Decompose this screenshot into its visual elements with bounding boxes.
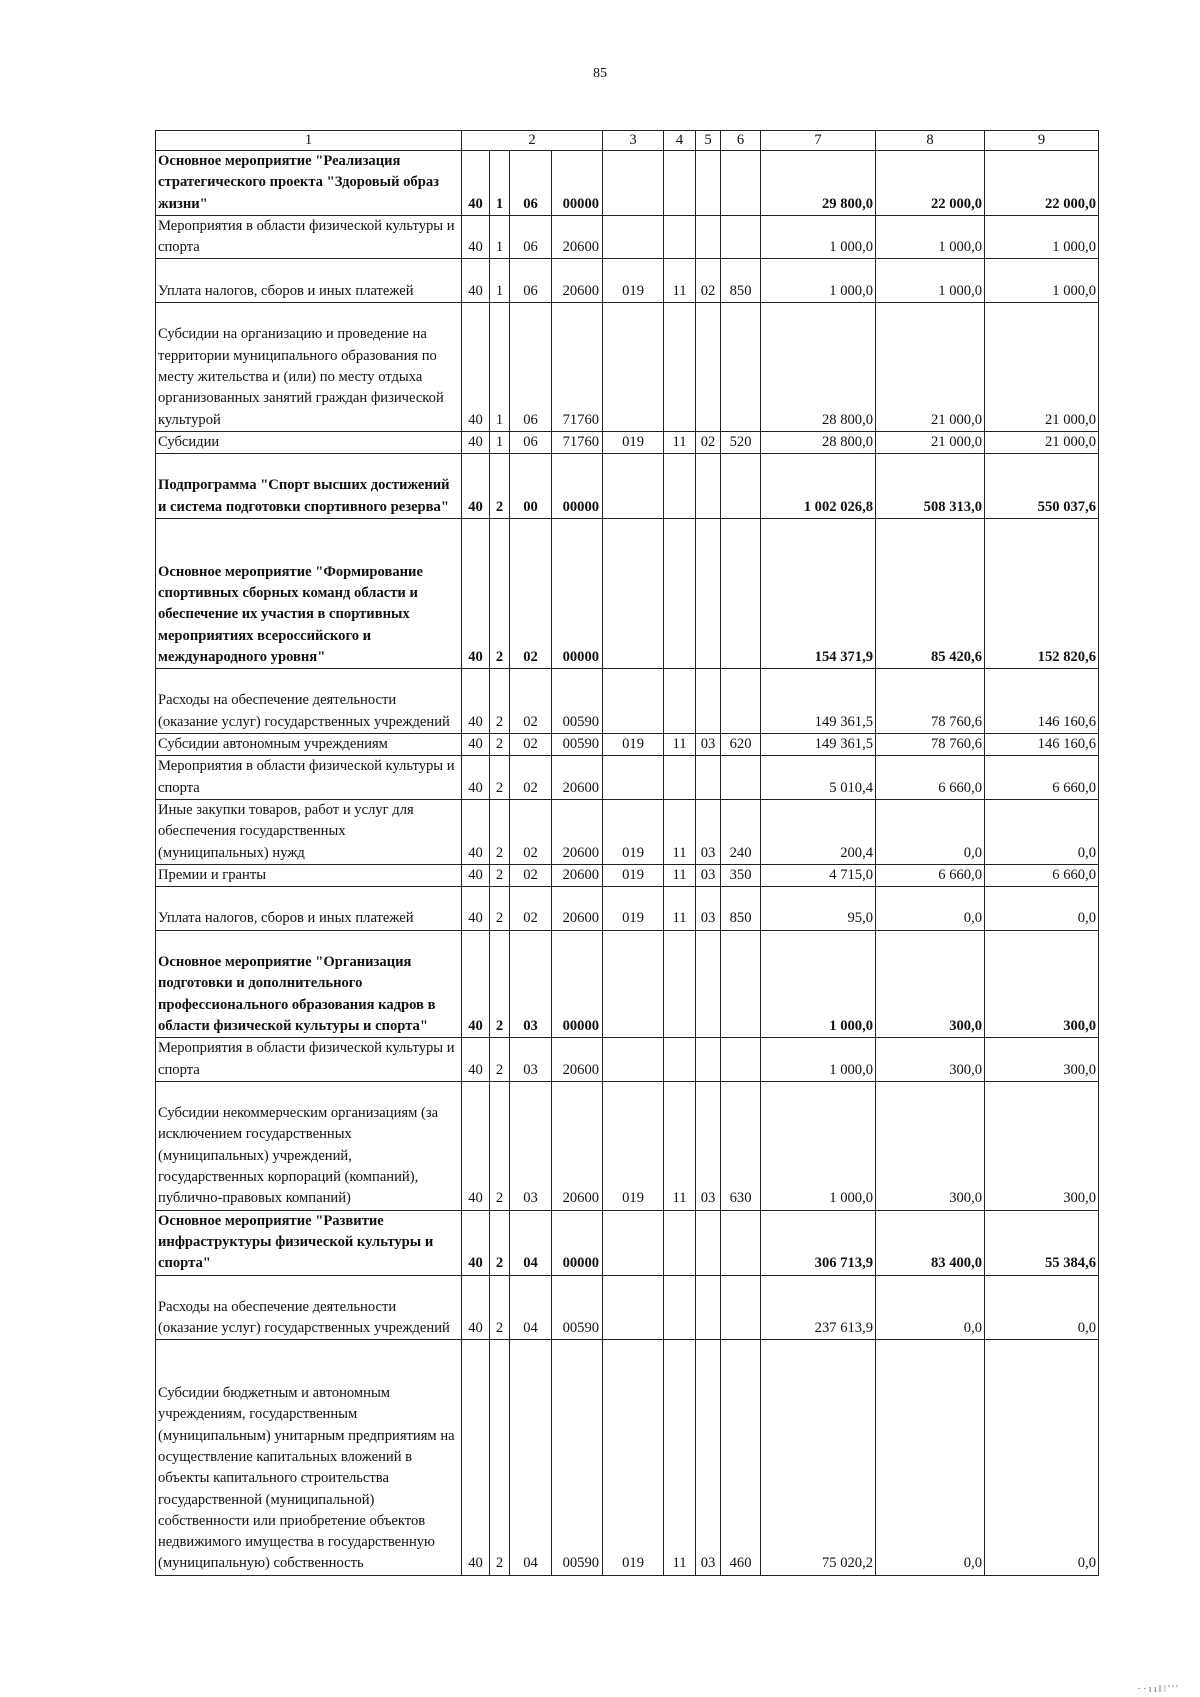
code-subprogram: 2	[490, 930, 510, 1038]
code-event: 00	[510, 454, 552, 519]
code-direction: 20600	[552, 1081, 603, 1210]
code-direction: 00590	[552, 669, 603, 734]
table-row	[156, 259, 1099, 303]
amount-col-8: 83 400,0	[876, 1210, 985, 1275]
code-subprogram: 1	[490, 303, 510, 432]
code-section: 11	[664, 734, 696, 756]
code-expense-type: 240	[721, 799, 761, 864]
row-name: Субсидии автономным учреждениям	[156, 734, 462, 756]
code-expense-type	[721, 303, 761, 432]
amount-col-9: 300,0	[985, 1081, 1099, 1210]
header-col-6: 6	[721, 131, 761, 151]
code-expense-type: 850	[721, 259, 761, 303]
header-col-7: 7	[761, 131, 876, 151]
code-expense-type: 460	[721, 1340, 761, 1575]
code-subsection: 02	[696, 431, 721, 453]
row-name: Основное мероприятие "Реализация стратегического проекта "Здоровый образ жизни"	[156, 151, 462, 216]
code-subsection	[696, 454, 721, 519]
amount-col-7: 237 613,9	[761, 1275, 876, 1340]
code-subsection	[696, 669, 721, 734]
row-name: Мероприятия в области физической культуры и спорта	[156, 1038, 462, 1082]
amount-col-9: 146 160,6	[985, 734, 1099, 756]
code-program: 40	[462, 215, 490, 259]
amount-col-7: 306 713,9	[761, 1210, 876, 1275]
code-ministry: 019	[603, 864, 664, 886]
code-section	[664, 1038, 696, 1082]
amount-col-8: 21 000,0	[876, 431, 985, 453]
amount-col-7: 1 000,0	[761, 1038, 876, 1082]
code-ministry	[603, 930, 664, 1038]
code-subprogram: 2	[490, 799, 510, 864]
row-name: Субсидии бюджетным и автономным учреждениям, государственным (муниципальным) унитарным предприятиям на осуществление капитальных вложений в объекты капитального строительства государственной (муниципальной) собственности или приобретение объектов недвижимого имущества в государственную (муниципальную) собственность	[156, 1340, 462, 1575]
code-section	[664, 454, 696, 519]
code-program: 40	[462, 756, 490, 800]
amount-col-8: 1 000,0	[876, 215, 985, 259]
table-row	[156, 930, 1099, 1038]
code-event: 03	[510, 930, 552, 1038]
amount-col-8: 6 660,0	[876, 864, 985, 886]
code-program: 40	[462, 151, 490, 216]
code-direction: 20600	[552, 259, 603, 303]
code-event: 02	[510, 756, 552, 800]
amount-col-9: 146 160,6	[985, 669, 1099, 734]
code-direction: 00000	[552, 1210, 603, 1275]
table-row	[156, 215, 1099, 259]
code-subprogram: 1	[490, 431, 510, 453]
code-event: 06	[510, 215, 552, 259]
code-event: 04	[510, 1275, 552, 1340]
code-subprogram: 2	[490, 519, 510, 669]
code-expense-type	[721, 215, 761, 259]
code-subsection	[696, 151, 721, 216]
code-program: 40	[462, 431, 490, 453]
code-event: 04	[510, 1210, 552, 1275]
code-ministry: 019	[603, 799, 664, 864]
table-row	[156, 669, 1099, 734]
row-name: Мероприятия в области физической культуры и спорта	[156, 756, 462, 800]
code-expense-type	[721, 756, 761, 800]
amount-col-8: 508 313,0	[876, 454, 985, 519]
code-section	[664, 215, 696, 259]
code-ministry: 019	[603, 1340, 664, 1575]
row-name: Премии и гранты	[156, 864, 462, 886]
code-ministry	[603, 669, 664, 734]
table-row	[156, 1340, 1099, 1575]
code-subprogram: 2	[490, 669, 510, 734]
table-row	[156, 887, 1099, 931]
code-expense-type	[721, 151, 761, 216]
amount-col-8: 300,0	[876, 930, 985, 1038]
code-direction: 00000	[552, 151, 603, 216]
amount-col-9: 0,0	[985, 1340, 1099, 1575]
amount-col-8: 22 000,0	[876, 151, 985, 216]
code-section	[664, 303, 696, 432]
code-subsection: 03	[696, 734, 721, 756]
amount-col-9: 300,0	[985, 930, 1099, 1038]
amount-col-9: 6 660,0	[985, 864, 1099, 886]
code-subsection: 03	[696, 1340, 721, 1575]
header-col-3: 3	[603, 131, 664, 151]
code-subprogram: 2	[490, 1038, 510, 1082]
amount-col-7: 200,4	[761, 799, 876, 864]
amount-col-9: 21 000,0	[985, 431, 1099, 453]
amount-col-8: 0,0	[876, 1340, 985, 1575]
code-program: 40	[462, 734, 490, 756]
code-subsection: 03	[696, 1081, 721, 1210]
page-number: 85	[593, 66, 607, 81]
row-name: Основное мероприятие "Развитие инфраструктуры физической культуры и спорта"	[156, 1210, 462, 1275]
amount-col-8: 300,0	[876, 1038, 985, 1082]
code-subprogram: 2	[490, 756, 510, 800]
code-event: 02	[510, 864, 552, 886]
amount-col-8: 6 660,0	[876, 756, 985, 800]
amount-col-7: 29 800,0	[761, 151, 876, 216]
code-ministry: 019	[603, 1081, 664, 1210]
code-expense-type	[721, 669, 761, 734]
code-program: 40	[462, 887, 490, 931]
code-program: 40	[462, 1081, 490, 1210]
code-program: 40	[462, 799, 490, 864]
code-ministry	[603, 1038, 664, 1082]
code-section: 11	[664, 431, 696, 453]
header-col-1: 1	[156, 131, 462, 151]
amount-col-7: 1 002 026,8	[761, 454, 876, 519]
code-event: 06	[510, 303, 552, 432]
code-expense-type: 620	[721, 734, 761, 756]
code-subprogram: 2	[490, 1275, 510, 1340]
code-expense-type	[721, 1038, 761, 1082]
code-section: 11	[664, 864, 696, 886]
amount-col-7: 149 361,5	[761, 669, 876, 734]
code-subsection	[696, 1275, 721, 1340]
code-subprogram: 1	[490, 151, 510, 216]
row-name: Расходы на обеспечение деятельности (оказание услуг) государственных учреждений	[156, 669, 462, 734]
amount-col-7: 5 010,4	[761, 756, 876, 800]
header-col-5: 5	[696, 131, 721, 151]
code-direction: 00000	[552, 519, 603, 669]
code-ministry: 019	[603, 734, 664, 756]
code-program: 40	[462, 1038, 490, 1082]
code-section	[664, 1210, 696, 1275]
code-event: 02	[510, 734, 552, 756]
amount-col-9: 6 660,0	[985, 756, 1099, 800]
amount-col-8: 78 760,6	[876, 734, 985, 756]
table-row	[156, 1081, 1099, 1210]
code-direction: 20600	[552, 215, 603, 259]
code-section: 11	[664, 259, 696, 303]
code-section: 11	[664, 1340, 696, 1575]
code-section	[664, 151, 696, 216]
row-name: Уплата налогов, сборов и иных платежей	[156, 259, 462, 303]
amount-col-9: 152 820,6	[985, 519, 1099, 669]
amount-col-8: 1 000,0	[876, 259, 985, 303]
code-subprogram: 2	[490, 1340, 510, 1575]
table-row	[156, 756, 1099, 800]
code-event: 06	[510, 431, 552, 453]
amount-col-9: 55 384,6	[985, 1210, 1099, 1275]
code-program: 40	[462, 1275, 490, 1340]
code-direction: 20600	[552, 864, 603, 886]
code-ministry	[603, 215, 664, 259]
code-program: 40	[462, 669, 490, 734]
row-name: Субсидии некоммерческим организациям (за исключением государственных (муниципальных) учреждений, государственных корпораций (компаний), публично-правовых компаний)	[156, 1081, 462, 1210]
table-row	[156, 454, 1099, 519]
amount-col-7: 1 000,0	[761, 259, 876, 303]
code-event: 02	[510, 887, 552, 931]
amount-col-8: 78 760,6	[876, 669, 985, 734]
code-event: 02	[510, 799, 552, 864]
code-subsection: 03	[696, 864, 721, 886]
amount-col-8: 0,0	[876, 1275, 985, 1340]
amount-col-9: 0,0	[985, 887, 1099, 931]
code-expense-type: 850	[721, 887, 761, 931]
code-program: 40	[462, 259, 490, 303]
budget-table	[155, 130, 1099, 1576]
table-row	[156, 519, 1099, 669]
amount-col-7: 154 371,9	[761, 519, 876, 669]
code-direction: 00590	[552, 734, 603, 756]
code-direction: 00590	[552, 1275, 603, 1340]
code-expense-type	[721, 1210, 761, 1275]
row-name: Основное мероприятие "Организация подготовки и дополнительного профессионального образования кадров в области физической культуры и спорта"	[156, 930, 462, 1038]
code-program: 40	[462, 1340, 490, 1575]
row-name: Иные закупки товаров, работ и услуг для обеспечения государственных (муниципальных) нужд	[156, 799, 462, 864]
code-ministry	[603, 303, 664, 432]
code-program: 40	[462, 303, 490, 432]
amount-col-7: 95,0	[761, 887, 876, 931]
code-ministry	[603, 1210, 664, 1275]
code-subprogram: 2	[490, 1210, 510, 1275]
code-subsection: 03	[696, 799, 721, 864]
amount-col-9: 300,0	[985, 1038, 1099, 1082]
code-program: 40	[462, 930, 490, 1038]
code-subsection: 02	[696, 259, 721, 303]
code-direction: 71760	[552, 431, 603, 453]
row-name: Мероприятия в области физической культуры и спорта	[156, 215, 462, 259]
code-subsection	[696, 303, 721, 432]
table-row	[156, 864, 1099, 886]
code-subprogram: 1	[490, 215, 510, 259]
code-expense-type	[721, 1275, 761, 1340]
code-section	[664, 930, 696, 1038]
code-direction: 20600	[552, 756, 603, 800]
code-ministry	[603, 756, 664, 800]
table-row	[156, 431, 1099, 453]
code-subprogram: 2	[490, 454, 510, 519]
code-subprogram: 2	[490, 864, 510, 886]
code-ministry	[603, 519, 664, 669]
code-program: 40	[462, 519, 490, 669]
table-row	[156, 303, 1099, 432]
code-direction: 20600	[552, 799, 603, 864]
header-col-4: 4	[664, 131, 696, 151]
code-section	[664, 519, 696, 669]
amount-col-8: 21 000,0	[876, 303, 985, 432]
code-program: 40	[462, 864, 490, 886]
code-subprogram: 2	[490, 887, 510, 931]
scan-corner-mark: ··ıı‖ǀ'''	[1137, 1683, 1180, 1695]
code-section: 11	[664, 887, 696, 931]
amount-col-8: 300,0	[876, 1081, 985, 1210]
code-expense-type: 520	[721, 431, 761, 453]
code-section	[664, 669, 696, 734]
amount-col-8: 0,0	[876, 799, 985, 864]
code-subsection	[696, 930, 721, 1038]
code-expense-type	[721, 454, 761, 519]
code-subprogram: 1	[490, 259, 510, 303]
code-event: 06	[510, 259, 552, 303]
code-subprogram: 2	[490, 1081, 510, 1210]
code-direction: 20600	[552, 1038, 603, 1082]
code-subsection: 03	[696, 887, 721, 931]
table-row	[156, 1275, 1099, 1340]
header-col-9: 9	[985, 131, 1099, 151]
amount-col-9: 0,0	[985, 1275, 1099, 1340]
code-expense-type	[721, 519, 761, 669]
code-expense-type: 630	[721, 1081, 761, 1210]
code-ministry: 019	[603, 431, 664, 453]
code-ministry	[603, 151, 664, 216]
code-direction: 20600	[552, 887, 603, 931]
header-col-8: 8	[876, 131, 985, 151]
amount-col-8: 0,0	[876, 887, 985, 931]
amount-col-8: 85 420,6	[876, 519, 985, 669]
code-direction: 71760	[552, 303, 603, 432]
code-direction: 00000	[552, 454, 603, 519]
row-name: Подпрограмма "Спорт высших достижений и система подготовки спортивного резерва"	[156, 454, 462, 519]
code-subsection	[696, 519, 721, 669]
row-name: Субсидии	[156, 431, 462, 453]
code-section: 11	[664, 799, 696, 864]
row-name: Субсидии на организацию и проведение на территории муниципального образования по месту жительства и (или) по месту отдыха организованных занятий граждан физической культурой	[156, 303, 462, 432]
code-event: 02	[510, 519, 552, 669]
code-ministry	[603, 454, 664, 519]
amount-col-9: 1 000,0	[985, 215, 1099, 259]
code-ministry: 019	[603, 259, 664, 303]
header-col-2: 2	[462, 131, 603, 151]
table-row	[156, 799, 1099, 864]
code-subsection	[696, 215, 721, 259]
code-expense-type: 350	[721, 864, 761, 886]
amount-col-7: 28 800,0	[761, 431, 876, 453]
amount-col-7: 1 000,0	[761, 215, 876, 259]
code-subprogram: 2	[490, 734, 510, 756]
amount-col-7: 28 800,0	[761, 303, 876, 432]
row-name: Расходы на обеспечение деятельности (оказание услуг) государственных учреждений	[156, 1275, 462, 1340]
amount-col-9: 550 037,6	[985, 454, 1099, 519]
code-event: 06	[510, 151, 552, 216]
code-section	[664, 756, 696, 800]
code-ministry: 019	[603, 887, 664, 931]
header-row	[156, 131, 1099, 151]
amount-col-7: 149 361,5	[761, 734, 876, 756]
code-subsection	[696, 1038, 721, 1082]
code-event: 03	[510, 1038, 552, 1082]
table-row	[156, 734, 1099, 756]
table-row	[156, 151, 1099, 216]
code-event: 03	[510, 1081, 552, 1210]
amount-col-9: 22 000,0	[985, 151, 1099, 216]
amount-col-7: 1 000,0	[761, 930, 876, 1038]
code-section	[664, 1275, 696, 1340]
amount-col-9: 0,0	[985, 799, 1099, 864]
code-program: 40	[462, 1210, 490, 1275]
code-section: 11	[664, 1081, 696, 1210]
code-event: 04	[510, 1340, 552, 1575]
amount-col-9: 21 000,0	[985, 303, 1099, 432]
code-event: 02	[510, 669, 552, 734]
code-ministry	[603, 1275, 664, 1340]
code-expense-type	[721, 930, 761, 1038]
code-subsection	[696, 1210, 721, 1275]
code-subsection	[696, 756, 721, 800]
amount-col-7: 75 020,2	[761, 1340, 876, 1575]
row-name: Основное мероприятие "Формирование спортивных сборных команд области и обеспечение их участия в спортивных мероприятиях всероссийского и международного уровня"	[156, 519, 462, 669]
amount-col-7: 1 000,0	[761, 1081, 876, 1210]
amount-col-7: 4 715,0	[761, 864, 876, 886]
code-direction: 00590	[552, 1340, 603, 1575]
table-row	[156, 1210, 1099, 1275]
amount-col-9: 1 000,0	[985, 259, 1099, 303]
table-row	[156, 1038, 1099, 1082]
code-direction: 00000	[552, 930, 603, 1038]
row-name: Уплата налогов, сборов и иных платежей	[156, 887, 462, 931]
code-program: 40	[462, 454, 490, 519]
